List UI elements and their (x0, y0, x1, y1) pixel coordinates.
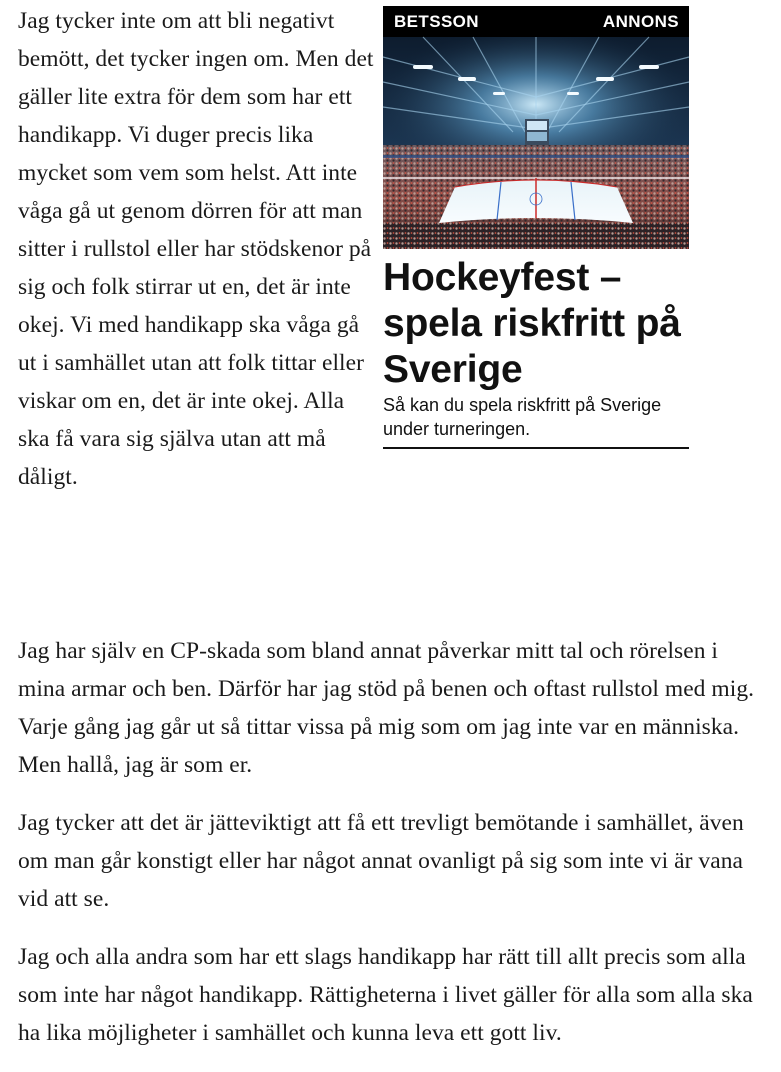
lead-paragraph: Jag tycker inte om att bli negativt bemött, det tycker ingen om. Men det gäller lite extra för dem som har ett handikapp. Vi duger precis lika mycket som vem som helst. Att inte våga gå ut genom dörren för att man sitter i rullstol eller har stödskenor på sig och folk stirrar ut en, det är inte okej. Vi med handikapp ska våga gå ut i samhället utan att folk tittar eller viskar om en, det är inte okej. Alla ska få vara sig själva utan att må dåligt. (18, 8, 374, 490)
ad-header-bar (383, 6, 689, 37)
article-paragraph: Jag har själv en CP-skada som bland annat påverkar mitt tal och rörelsen i mina armar och ben. Därför har jag stöd på benen och oftast rullstol med mig. Varje gång jag går ut så tittar vissa på mig som om jag inte var en människa. Men hallå, jag är som er. (18, 638, 755, 778)
ad-subtext[interactable]: Så kan du spela riskfritt på Sverige under turneringen. (383, 393, 689, 449)
article-paragraph: Jag tycker att det är jätteviktigt att få ett trevligt bemötande i samhället, även om man går konstigt eller har något annat ovanligt på sig som inte vi är vana vid att se. (18, 810, 744, 912)
lead-paragraph-block (18, 2, 380, 496)
sponsored-ad-card[interactable] (383, 6, 689, 449)
article-body (18, 632, 768, 1072)
ad-headline[interactable]: Hockeyfest – spela riskfritt på Sverige (383, 256, 681, 391)
article-paragraph: Jag och alla andra som har ett slags handikapp har rätt till allt precis som alla som inte har något handikapp. Rättigheterna i livet gäller för alla som alla ska ha lika möjligheter i samhället och kunna leva ett gott liv. (18, 944, 753, 1046)
ad-label: ANNONS (602, 11, 679, 31)
hockey-arena-photo[interactable] (383, 37, 689, 249)
ad-sponsor-name: BETSSON (394, 11, 479, 31)
